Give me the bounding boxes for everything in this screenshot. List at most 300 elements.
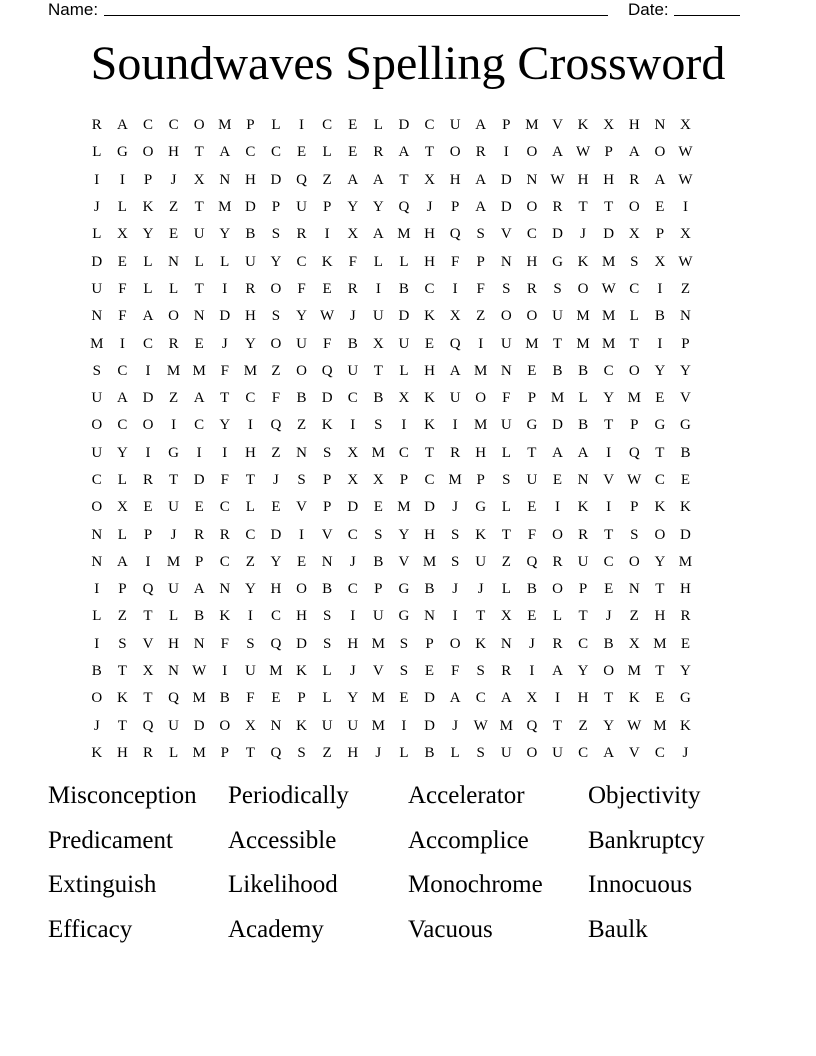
grid-letter: O [628, 362, 640, 379]
grid-letter: F [450, 663, 460, 680]
grid-letter: M [218, 199, 232, 216]
grid-letter: D [424, 690, 435, 707]
grid-letter: J [170, 171, 177, 188]
grid-letter: B [322, 581, 333, 598]
grid-letter: U [577, 553, 589, 570]
grid-letter: X [654, 253, 666, 270]
grid-letter: C [526, 226, 537, 243]
grid-letter: C [654, 472, 665, 488]
grid-letter: O [142, 144, 154, 161]
grid-letter: W [320, 308, 335, 325]
grid-letter: I [452, 280, 458, 297]
grid-letter: I [554, 690, 560, 707]
grid-letter: Y [680, 362, 691, 379]
grid-letter: T [194, 280, 204, 297]
grid-letter: D [270, 526, 282, 543]
grid-letter: S [450, 553, 460, 570]
grid-letter: B [347, 335, 358, 352]
grid-letter: D [244, 199, 256, 216]
grid-letter: T [143, 608, 153, 625]
grid-letter: V [372, 663, 384, 680]
grid-letter: P [399, 472, 409, 488]
grid-letter: T [501, 526, 511, 543]
grid-letter: S [630, 526, 639, 543]
grid-letter: E [655, 690, 665, 707]
grid-letter: E [143, 499, 153, 516]
grid-letter: U [552, 308, 563, 325]
grid-letter: J [605, 608, 612, 625]
grid-letter: X [193, 171, 205, 188]
grid-letter: X [398, 390, 410, 407]
grid-letter: I [350, 417, 356, 434]
grid-letter: R [526, 280, 537, 297]
grid-letter: T [655, 663, 665, 680]
grid-row [84, 685, 732, 712]
grid-letter: D [193, 717, 205, 734]
grid-letter: A [475, 117, 487, 134]
grid-letter: U [449, 117, 461, 134]
grid-letter: I [222, 444, 228, 461]
grid-letter: W [575, 144, 591, 161]
grid-letter: O [654, 144, 666, 161]
grid-letter: M [678, 553, 693, 570]
grid-letter: R [578, 526, 589, 543]
grid-row [84, 576, 732, 603]
grid-letter: V [628, 744, 640, 761]
grid-letter: L [322, 690, 332, 707]
grid-letter: P [527, 390, 537, 407]
grid-letter: U [398, 335, 410, 352]
grid-letter: N [193, 308, 205, 325]
grid-letter: N [577, 472, 589, 488]
grid-letter: K [577, 253, 589, 270]
grid-letter: J [580, 226, 586, 243]
grid-letter: S [246, 635, 255, 652]
name-blank-line [104, 15, 608, 16]
grid-letter: Y [142, 226, 154, 243]
grid-letter: W [678, 144, 693, 161]
grid-letter: X [680, 117, 691, 134]
grid-letter: T [245, 472, 255, 488]
grid-letter: I [222, 663, 228, 680]
grid-letter: B [526, 581, 537, 598]
grid-letter: O [654, 526, 666, 543]
grid-letter: H [424, 226, 435, 243]
grid-letter: N [526, 171, 538, 188]
grid-letter: I [196, 444, 202, 461]
grid-letter: A [552, 144, 563, 161]
grid-letter: C [142, 335, 153, 352]
grid-row [84, 112, 732, 139]
grid-letter: R [552, 553, 563, 570]
grid-letter: I [503, 144, 509, 161]
grid-letter: J [426, 199, 433, 216]
grid-letter: F [476, 280, 485, 297]
grid-letter: I [606, 444, 612, 461]
grid-letter: Q [270, 635, 282, 652]
grid-letter: E [271, 499, 281, 516]
grid-letter: O [628, 553, 640, 570]
grid-letter: L [168, 744, 179, 761]
grid-letter: S [271, 226, 281, 243]
grid-letter: I [299, 117, 305, 134]
grid-letter: O [628, 199, 640, 216]
grid-letter: D [321, 390, 333, 407]
grid-letter: E [527, 499, 537, 516]
grid-letter: X [680, 226, 691, 243]
grid-letter: O [552, 526, 563, 543]
grid-letter: L [117, 199, 127, 216]
grid-row [84, 139, 732, 166]
grid-letter: T [578, 199, 588, 216]
worksheet-header [0, 0, 816, 22]
grid-letter: U [193, 226, 205, 243]
grid-letter: I [119, 335, 125, 352]
word-list-item: Accessible [228, 826, 337, 854]
grid-letter: I [324, 226, 330, 243]
grid-letter: T [168, 472, 179, 488]
grid-letter: S [297, 472, 306, 488]
grid-letter: K [91, 744, 103, 761]
grid-letter: K [296, 663, 307, 680]
grid-letter: P [578, 581, 588, 598]
grid-letter: P [502, 117, 511, 134]
grid-letter: S [553, 280, 562, 297]
grid-letter: O [168, 308, 179, 325]
grid-letter: U [500, 335, 512, 352]
grid-letter: C [245, 390, 256, 407]
grid-letter: B [552, 362, 563, 379]
grid-letter: C [142, 117, 153, 134]
grid-letter: F [220, 472, 229, 488]
grid-letter: L [117, 472, 127, 488]
grid-letter: C [270, 608, 281, 625]
grid-letter: M [269, 663, 283, 680]
grid-row [84, 494, 732, 521]
grid-letter: P [425, 635, 434, 652]
grid-letter: O [219, 717, 231, 734]
grid-letter: X [347, 226, 359, 243]
grid-letter: N [193, 635, 205, 652]
grid-letter: I [452, 608, 458, 625]
grid-letter: R [373, 144, 384, 161]
grid-letter: A [219, 144, 231, 161]
word-list [48, 778, 808, 948]
grid-letter: I [145, 444, 151, 461]
grid-letter: W [550, 171, 565, 188]
grid-letter: U [449, 390, 461, 407]
grid-letter: H [347, 744, 359, 761]
grid-letter: C [117, 417, 128, 434]
grid-letter: Q [526, 717, 538, 734]
grid-letter: O [193, 117, 205, 134]
grid-letter: L [168, 280, 179, 297]
grid-letter: T [604, 417, 614, 434]
grid-letter: C [322, 117, 333, 134]
grid-letter: E [655, 390, 665, 407]
grid-letter: U [168, 581, 179, 598]
grid-letter: K [577, 499, 589, 516]
grid-letter: I [554, 499, 560, 516]
grid-letter: F [527, 526, 537, 543]
grid-letter: I [682, 199, 688, 216]
grid-letter: U [321, 717, 333, 734]
grid-letter: B [398, 280, 409, 297]
grid-letter: C [168, 117, 179, 134]
grid-letter: D [91, 253, 103, 270]
grid-letter: X [500, 608, 512, 625]
word-list-item: Likelihood [228, 871, 338, 898]
grid-letter: L [143, 253, 153, 270]
grid-letter: U [296, 335, 307, 352]
grid-letter: D [552, 226, 563, 243]
grid-letter: J [349, 663, 356, 680]
grid-letter: D [552, 417, 563, 434]
grid-letter: P [220, 744, 229, 761]
grid-letter: E [527, 362, 537, 379]
grid-letter: S [322, 608, 332, 625]
grid-letter: K [475, 526, 487, 543]
grid-letter: H [347, 635, 359, 652]
grid-letter: T [604, 526, 614, 543]
grid-letter: T [629, 335, 639, 352]
grid-letter: C [475, 690, 486, 707]
grid-letter: C [424, 117, 435, 134]
grid-letter: P [271, 199, 281, 216]
grid-letter: I [94, 171, 100, 188]
grid-letter: D [500, 171, 512, 188]
grid-letter: J [452, 581, 459, 598]
grid-letter: X [142, 663, 154, 680]
grid-letter: I [657, 335, 663, 352]
grid-letter: B [245, 226, 256, 243]
grid-letter: H [603, 171, 615, 188]
grid-letter: M [602, 308, 616, 325]
grid-letter: E [373, 499, 383, 516]
grid-letter: O [552, 581, 563, 598]
word-list-item: Innocuous [588, 871, 693, 898]
grid-letter: M [397, 499, 411, 516]
grid-letter: H [577, 690, 589, 707]
grid-letter: Y [577, 663, 589, 680]
grid-letter: V [603, 472, 615, 488]
grid-letter: C [91, 472, 102, 488]
grid-letter: S [476, 744, 485, 761]
grid-letter: P [297, 690, 306, 707]
grid-letter: U [91, 444, 103, 461]
grid-letter: M [499, 717, 513, 734]
grid-row [84, 631, 732, 658]
grid-letter: H [168, 144, 179, 161]
grid-letter: Z [322, 171, 332, 188]
date-label: Date: [628, 0, 669, 19]
grid-letter: J [528, 635, 535, 652]
grid-letter: O [270, 280, 282, 297]
grid-letter: P [246, 117, 255, 134]
grid-letter: B [373, 553, 384, 570]
grid-letter: D [296, 635, 307, 652]
grid-letter: Z [501, 553, 511, 570]
grid-letter: V [398, 553, 410, 570]
grid-letter: H [116, 744, 128, 761]
grid-letter: M [653, 717, 667, 734]
grid-letter: G [552, 253, 563, 270]
grid-letter: K [321, 417, 333, 434]
grid-letter: E [271, 690, 281, 707]
grid-letter: O [296, 581, 307, 598]
grid-letter: W [678, 171, 693, 188]
grid-letter: G [116, 144, 128, 161]
grid-letter: T [117, 717, 127, 734]
grid-letter: I [657, 280, 663, 297]
grid-letter: M [192, 744, 206, 761]
grid-letter: A [603, 744, 615, 761]
grid-letter: H [424, 526, 435, 543]
grid-letter: Y [603, 717, 615, 734]
grid-letter: F [297, 280, 306, 297]
grid-letter: M [192, 690, 206, 707]
grid-letter: U [372, 308, 384, 325]
grid-letter: O [296, 362, 307, 379]
grid-letter: C [424, 280, 435, 297]
grid-letter: S [271, 308, 281, 325]
grid-letter: U [500, 417, 512, 434]
grid-letter: Y [244, 335, 256, 352]
word-list-item: Monochrome [408, 871, 543, 898]
grid-letter: I [401, 717, 407, 734]
grid-letter: M [653, 635, 667, 652]
grid-letter: I [350, 608, 356, 625]
grid-letter: P [322, 199, 332, 216]
grid-letter: O [142, 417, 154, 434]
grid-letter: A [372, 226, 384, 243]
grid-row [84, 276, 732, 303]
grid-letter: A [193, 390, 205, 407]
grid-letter: T [578, 608, 588, 625]
grid-letter: I [94, 581, 100, 598]
grid-letter: F [271, 390, 281, 407]
grid-letter: S [118, 635, 127, 652]
grid-letter: P [195, 553, 204, 570]
grid-letter: M [192, 362, 206, 379]
grid-letter: F [118, 308, 127, 325]
grid-letter: Z [578, 717, 588, 734]
grid-letter: K [424, 390, 435, 407]
grid-letter: C [424, 472, 435, 488]
grid-letter: C [578, 635, 589, 652]
grid-letter: B [424, 744, 435, 761]
grid-letter: S [476, 663, 485, 680]
grid-letter: J [452, 717, 459, 734]
grid-letter: Q [296, 171, 307, 188]
grid-letter: F [246, 690, 255, 707]
grid-letter: M [602, 253, 616, 270]
grid-letter: S [399, 635, 409, 652]
grid-letter: C [219, 499, 230, 516]
grid-letter: I [171, 417, 177, 434]
grid-letter: S [322, 444, 332, 461]
grid-letter: G [168, 444, 179, 461]
grid-letter: T [399, 171, 409, 188]
grid-letter: Z [322, 744, 332, 761]
grid-letter: A [577, 444, 589, 461]
grid-letter: L [92, 608, 102, 625]
grid-letter: T [194, 144, 204, 161]
grid-letter: H [244, 308, 256, 325]
grid-letter: L [271, 117, 281, 134]
grid-row [84, 412, 732, 439]
grid-letter: P [322, 472, 332, 488]
grid-letter: U [244, 253, 256, 270]
grid-letter: E [348, 144, 358, 161]
grid-letter: A [628, 144, 640, 161]
grid-letter: X [244, 717, 256, 734]
grid-letter: O [449, 635, 461, 652]
grid-letter: N [654, 117, 666, 134]
grid-letter: E [655, 199, 665, 216]
grid-letter: L [322, 144, 332, 161]
grid-letter: N [270, 717, 282, 734]
grid-letter: X [628, 635, 640, 652]
grid-letter: J [349, 553, 356, 570]
grid-letter: I [119, 171, 125, 188]
grid-letter: V [680, 390, 691, 407]
grid-letter: Y [654, 362, 666, 379]
grid-letter: I [529, 663, 535, 680]
grid-letter: D [270, 171, 282, 188]
grid-letter: Z [476, 308, 486, 325]
grid-letter: C [296, 253, 307, 270]
grid-letter: T [117, 663, 127, 680]
grid-letter: S [92, 362, 101, 379]
grid-letter: Y [680, 663, 691, 680]
grid-letter: Y [347, 199, 359, 216]
grid-letter: X [347, 472, 359, 488]
grid-letter: J [349, 308, 356, 325]
grid-letter: A [347, 171, 359, 188]
grid-letter: Q [321, 362, 333, 379]
grid-letter: Q [142, 717, 154, 734]
grid-letter: I [247, 608, 253, 625]
grid-letter: M [371, 717, 385, 734]
grid-letter: E [348, 117, 358, 134]
word-list-item: Misconception [48, 782, 197, 809]
grid-letter: Z [245, 553, 255, 570]
word-list-item: Accelerator [408, 782, 525, 809]
grid-letter: M [166, 362, 181, 379]
grid-letter: N [91, 553, 103, 570]
grid-letter: Q [168, 690, 179, 707]
grid-letter: V [321, 526, 333, 543]
grid-letter: G [398, 581, 410, 598]
grid-letter: E [680, 472, 691, 488]
grid-letter: P [143, 171, 153, 188]
grid-letter: E [296, 144, 307, 161]
grid-letter: L [552, 608, 563, 625]
grid-letter: N [500, 362, 512, 379]
grid-letter: R [142, 472, 153, 488]
grid-letter: L [92, 144, 102, 161]
grid-letter: O [603, 663, 615, 680]
grid-letter: S [450, 526, 460, 543]
grid-letter: N [296, 444, 307, 461]
grid-letter: T [424, 444, 435, 461]
grid-letter: A [654, 171, 666, 188]
grid-letter: Q [628, 444, 640, 461]
grid-letter: Q [270, 744, 282, 761]
grid-letter: A [193, 581, 205, 598]
grid-letter: P [655, 226, 665, 243]
